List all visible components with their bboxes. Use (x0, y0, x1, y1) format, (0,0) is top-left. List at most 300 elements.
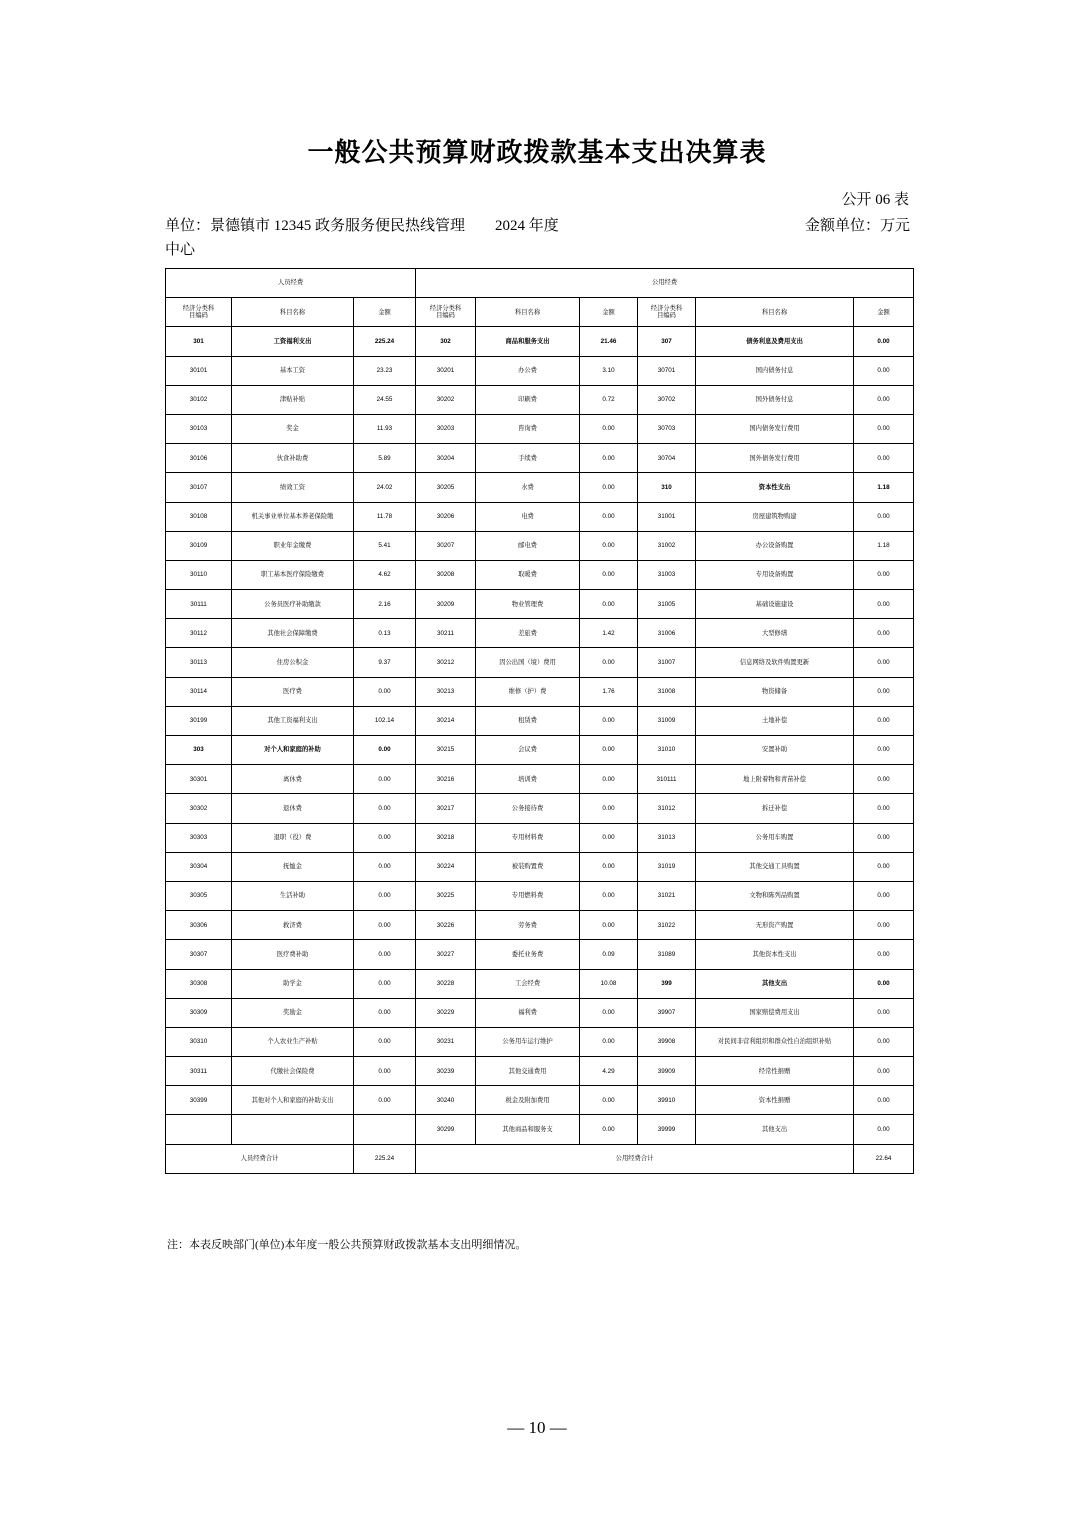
cell-amount-1: 0.00 (354, 969, 416, 998)
cell-code-3: 31005 (638, 590, 696, 619)
table-row (166, 852, 914, 881)
table-row (166, 794, 914, 823)
cell-code-1: 30111 (166, 590, 232, 619)
cell-code-1: 30301 (166, 765, 232, 794)
cell-code-3: 31021 (638, 881, 696, 910)
cell-amount-2: 21.46 (580, 327, 638, 356)
cell-amount-1: 0.00 (354, 1057, 416, 1086)
cell-code-1: 30310 (166, 1027, 232, 1056)
cell-amount-3: 0.00 (854, 1086, 914, 1115)
cell-name-1: 公务员医疗补助缴款 (232, 590, 354, 619)
public-total-label: 公用经费合计 (416, 1144, 854, 1173)
table-row (166, 560, 914, 589)
cell-amount-1: 102.14 (354, 706, 416, 735)
cell-amount-3: 0.00 (854, 1027, 914, 1056)
cell-code-3: 307 (638, 327, 696, 356)
cell-name-3: 地上附着物和青苗补偿 (696, 765, 854, 794)
cell-code-3: 39910 (638, 1086, 696, 1115)
cell-code-1: 30305 (166, 881, 232, 910)
cell-amount-3: 1.18 (854, 531, 914, 560)
cell-code-1: 30101 (166, 356, 232, 385)
cell-code-3: 31001 (638, 502, 696, 531)
cell-code-3: 31013 (638, 823, 696, 852)
cell-code-2: 30209 (416, 590, 476, 619)
cell-amount-2: 0.00 (580, 823, 638, 852)
cell-name-1: 退职（役）费 (232, 823, 354, 852)
cell-name-2: 公务用车运行维护 (476, 1027, 580, 1056)
cell-amount-2: 0.00 (580, 648, 638, 677)
cell-code-1: 301 (166, 327, 232, 356)
cell-code-1: 30311 (166, 1057, 232, 1086)
cell-name-2: 会议费 (476, 736, 580, 765)
cell-amount-1: 0.00 (354, 765, 416, 794)
cell-code-1: 30306 (166, 911, 232, 940)
cell-code-2: 30226 (416, 911, 476, 940)
cell-amount-1: 9.37 (354, 648, 416, 677)
cell-amount-3: 0.00 (854, 823, 914, 852)
cell-code-1: 30308 (166, 969, 232, 998)
cell-code-2: 30213 (416, 677, 476, 706)
cell-amount-1: 0.00 (354, 1027, 416, 1056)
table-row (166, 1115, 914, 1144)
header-code-2: 经济分类科 目编码 (416, 298, 476, 327)
cell-name-1: 工资福利支出 (232, 327, 354, 356)
cell-name-1: 医疗费 (232, 677, 354, 706)
table-note: 注：本表反映部门(单位)本年度一般公共预算财政拨款基本支出明细情况。 (167, 1239, 527, 1251)
cell-name-3: 其他支出 (696, 969, 854, 998)
cell-code-2: 30201 (416, 356, 476, 385)
cell-name-2: 手续费 (476, 444, 580, 473)
cell-name-3: 基础设施建设 (696, 590, 854, 619)
cell-amount-2: 10.08 (580, 969, 638, 998)
cell-code-3: 31009 (638, 706, 696, 735)
cell-name-3: 房屋建筑物购建 (696, 502, 854, 531)
cell-code-2: 30227 (416, 940, 476, 969)
cell-name-3: 国外债务发行费用 (696, 444, 854, 473)
cell-name-3: 无形资产购置 (696, 911, 854, 940)
cell-code-3: 31006 (638, 619, 696, 648)
cell-code-1: 30399 (166, 1086, 232, 1115)
cell-name-3: 土地补偿 (696, 706, 854, 735)
cell-amount-1: 0.00 (354, 998, 416, 1027)
cell-amount-3: 0.00 (854, 502, 914, 531)
cell-amount-3: 0.00 (854, 998, 914, 1027)
cell-amount-2: 0.00 (580, 1027, 638, 1056)
cell-name-1: 其他社会保障缴费 (232, 619, 354, 648)
cell-amount-2: 0.00 (580, 1115, 638, 1144)
personnel-total-value: 225.24 (354, 1144, 416, 1173)
cell-code-2: 302 (416, 327, 476, 356)
cell-code-2: 30212 (416, 648, 476, 677)
table-row (166, 969, 914, 998)
cell-name-2: 差旅费 (476, 619, 580, 648)
header-amount-3: 金额 (854, 298, 914, 327)
cell-amount-1: 4.62 (354, 560, 416, 589)
cell-amount-3: 0.00 (854, 444, 914, 473)
cell-name-2: 办公费 (476, 356, 580, 385)
cell-amount-1: 23.23 (354, 356, 416, 385)
cell-name-1: 退休费 (232, 794, 354, 823)
cell-code-2: 30228 (416, 969, 476, 998)
cell-amount-1: 0.00 (354, 794, 416, 823)
cell-name-2: 租赁费 (476, 706, 580, 735)
cell-code-3: 31019 (638, 852, 696, 881)
table-row (166, 531, 914, 560)
personnel-total-label: 人员经费合计 (166, 1144, 354, 1173)
cell-code-3: 31089 (638, 940, 696, 969)
cell-code-1: 30114 (166, 677, 232, 706)
cell-name-1: 职业年金缴费 (232, 531, 354, 560)
cell-name-1: 绩效工资 (232, 473, 354, 502)
header-amount-1: 金额 (354, 298, 416, 327)
cell-name-3: 文物和陈列品购置 (696, 881, 854, 910)
table-row (166, 385, 914, 414)
cell-amount-1: 0.00 (354, 940, 416, 969)
cell-code-3: 39999 (638, 1115, 696, 1144)
budget-table (165, 268, 914, 1174)
cell-name-1: 奖金 (232, 414, 354, 443)
cell-name-1: 个人农业生产补贴 (232, 1027, 354, 1056)
cell-amount-3: 0.00 (854, 677, 914, 706)
header-amount-2: 金额 (580, 298, 638, 327)
table-row (166, 881, 914, 910)
header-code-3: 经济分类科 目编码 (638, 298, 696, 327)
cell-amount-1: 0.13 (354, 619, 416, 648)
cell-amount-2: 0.00 (580, 881, 638, 910)
cell-name-1: 伙食补助费 (232, 444, 354, 473)
cell-amount-2: 0.00 (580, 531, 638, 560)
cell-code-2: 30299 (416, 1115, 476, 1144)
table-row (166, 1057, 914, 1086)
cell-amount-3: 0.00 (854, 911, 914, 940)
group-public: 公用经费 (416, 269, 914, 298)
header-name-2: 科目名称 (476, 298, 580, 327)
cell-name-1: 奖励金 (232, 998, 354, 1027)
cell-code-1 (166, 1115, 232, 1144)
cell-code-2: 30211 (416, 619, 476, 648)
cell-code-3: 31008 (638, 677, 696, 706)
table-row (166, 473, 914, 502)
cell-code-3: 30704 (638, 444, 696, 473)
cell-name-3: 大型修缮 (696, 619, 854, 648)
cell-name-3: 经常性捐赠 (696, 1057, 854, 1086)
cell-code-1: 30102 (166, 385, 232, 414)
cell-name-1: 助学金 (232, 969, 354, 998)
cell-amount-2: 3.10 (580, 356, 638, 385)
table-row (166, 1086, 914, 1115)
cell-amount-2: 0.00 (580, 414, 638, 443)
cell-name-1: 其他工资福利支出 (232, 706, 354, 735)
table-row (166, 736, 914, 765)
fiscal-year: 2024 年度 (495, 218, 559, 234)
cell-name-2: 取暖费 (476, 560, 580, 589)
table-row (166, 765, 914, 794)
cell-name-1: 基本工资 (232, 356, 354, 385)
cell-amount-3: 0.00 (854, 969, 914, 998)
cell-amount-1: 0.00 (354, 736, 416, 765)
header-code-1: 经济分类科 目编码 (166, 298, 232, 327)
header-name-1: 科目名称 (232, 298, 354, 327)
cell-amount-1: 24.02 (354, 473, 416, 502)
cell-amount-2: 0.00 (580, 736, 638, 765)
cell-amount-2: 0.00 (580, 911, 638, 940)
cell-name-3: 资本性捐赠 (696, 1086, 854, 1115)
cell-amount-3: 0.00 (854, 706, 914, 735)
cell-amount-3: 1.18 (854, 473, 914, 502)
cell-amount-1: 11.78 (354, 502, 416, 531)
unit-label: 单位：景德镇市 12345 政务服务便民热线管理中心 (165, 218, 466, 258)
cell-name-2: 福利费 (476, 998, 580, 1027)
cell-code-2: 30214 (416, 706, 476, 735)
cell-code-3: 39907 (638, 998, 696, 1027)
cell-code-3: 31003 (638, 560, 696, 589)
cell-code-3: 31022 (638, 911, 696, 940)
cell-code-3: 30701 (638, 356, 696, 385)
cell-amount-3: 0.00 (854, 648, 914, 677)
cell-name-2: 物业管理费 (476, 590, 580, 619)
cell-amount-2: 0.00 (580, 852, 638, 881)
cell-code-1: 303 (166, 736, 232, 765)
table-row (166, 1027, 914, 1056)
cell-name-3: 国内债务付息 (696, 356, 854, 385)
cell-name-1: 对个人和家庭的补助 (232, 736, 354, 765)
cell-code-2: 30224 (416, 852, 476, 881)
cell-code-2: 30216 (416, 765, 476, 794)
cell-name-3: 国外债务付息 (696, 385, 854, 414)
cell-amount-1: 5.89 (354, 444, 416, 473)
cell-code-2: 30231 (416, 1027, 476, 1056)
cell-code-1: 30109 (166, 531, 232, 560)
cell-name-1: 离休费 (232, 765, 354, 794)
cell-code-1: 30304 (166, 852, 232, 881)
cell-code-2: 30225 (416, 881, 476, 910)
cell-name-1: 津贴补贴 (232, 385, 354, 414)
cell-name-2: 邮电费 (476, 531, 580, 560)
cell-code-2: 30240 (416, 1086, 476, 1115)
cell-amount-3: 0.00 (854, 414, 914, 443)
table-row (166, 823, 914, 852)
cell-amount-3: 0.00 (854, 356, 914, 385)
cell-amount-1: 0.00 (354, 852, 416, 881)
cell-code-1: 30108 (166, 502, 232, 531)
cell-code-3: 31002 (638, 531, 696, 560)
cell-code-2: 30215 (416, 736, 476, 765)
cell-amount-2: 0.00 (580, 473, 638, 502)
sheet-number: 公开 06 表 (841, 192, 909, 208)
table-row (166, 648, 914, 677)
cell-code-2: 30202 (416, 385, 476, 414)
cell-code-3: 39909 (638, 1057, 696, 1086)
header-name-3: 科目名称 (696, 298, 854, 327)
cell-amount-3: 0.00 (854, 590, 914, 619)
cell-amount-1: 11.93 (354, 414, 416, 443)
cell-code-3: 310111 (638, 765, 696, 794)
cell-code-3: 39908 (638, 1027, 696, 1056)
table-row (166, 444, 914, 473)
cell-name-2: 培训费 (476, 765, 580, 794)
cell-code-1: 30199 (166, 706, 232, 735)
group-personnel: 人员经费 (166, 269, 416, 298)
cell-amount-3: 0.00 (854, 852, 914, 881)
cell-name-1: 职工基本医疗保险缴费 (232, 560, 354, 589)
cell-amount-3: 0.00 (854, 765, 914, 794)
cell-amount-3: 0.00 (854, 1057, 914, 1086)
cell-code-2: 30239 (416, 1057, 476, 1086)
cell-amount-2: 0.00 (580, 560, 638, 589)
cell-name-1: 医疗费补助 (232, 940, 354, 969)
cell-code-3: 31012 (638, 794, 696, 823)
cell-name-1: 其他对个人和家庭的补助支出 (232, 1086, 354, 1115)
cell-name-3: 公务用车购置 (696, 823, 854, 852)
cell-code-2: 30204 (416, 444, 476, 473)
cell-code-1: 30103 (166, 414, 232, 443)
cell-name-1: 抚恤金 (232, 852, 354, 881)
cell-name-2: 咨询费 (476, 414, 580, 443)
cell-name-1 (232, 1115, 354, 1144)
table-row (166, 677, 914, 706)
cell-name-2: 工会经费 (476, 969, 580, 998)
cell-name-3: 物资储备 (696, 677, 854, 706)
cell-name-2: 维修（护）费 (476, 677, 580, 706)
cell-name-2: 专用燃料费 (476, 881, 580, 910)
cell-amount-1: 0.00 (354, 911, 416, 940)
cell-amount-1: 5.41 (354, 531, 416, 560)
group-header-row (166, 269, 914, 298)
cell-amount-2: 0.00 (580, 502, 638, 531)
table-row (166, 911, 914, 940)
cell-amount-3: 0.00 (854, 736, 914, 765)
page-title: 一般公共预算财政拨款基本支出决算表 (307, 138, 767, 167)
cell-name-2: 电费 (476, 502, 580, 531)
cell-name-1: 机关事业单位基本养老保险缴 (232, 502, 354, 531)
cell-amount-2: 0.00 (580, 1086, 638, 1115)
cell-name-2: 其他交通费用 (476, 1057, 580, 1086)
cell-amount-2: 1.42 (580, 619, 638, 648)
cell-name-3: 债务利息及费用支出 (696, 327, 854, 356)
cell-code-1: 30302 (166, 794, 232, 823)
cell-amount-3: 0.00 (854, 881, 914, 910)
cell-name-3: 资本性支出 (696, 473, 854, 502)
cell-amount-3: 0.00 (854, 619, 914, 648)
cell-amount-2: 0.09 (580, 940, 638, 969)
cell-code-3: 399 (638, 969, 696, 998)
cell-code-1: 30107 (166, 473, 232, 502)
cell-amount-2: 0.00 (580, 444, 638, 473)
cell-name-3: 其他资本性支出 (696, 940, 854, 969)
cell-code-1: 30110 (166, 560, 232, 589)
cell-code-2: 30217 (416, 794, 476, 823)
cell-name-3: 对民间非营利组织和群众性自治组织补贴 (696, 1027, 854, 1056)
cell-name-3: 国家赔偿费用支出 (696, 998, 854, 1027)
cell-name-2: 因公出国（境）费用 (476, 648, 580, 677)
cell-name-2: 其他商品和服务支 (476, 1115, 580, 1144)
cell-amount-1: 0.00 (354, 1086, 416, 1115)
cell-code-2: 30229 (416, 998, 476, 1027)
cell-name-2: 被装购置费 (476, 852, 580, 881)
cell-code-3: 31007 (638, 648, 696, 677)
cell-code-2: 30203 (416, 414, 476, 443)
cell-name-1: 救济费 (232, 911, 354, 940)
cell-code-1: 30112 (166, 619, 232, 648)
cell-code-1: 30303 (166, 823, 232, 852)
table-row (166, 998, 914, 1027)
cell-amount-2: 0.00 (580, 706, 638, 735)
cell-amount-1: 0.00 (354, 823, 416, 852)
cell-name-1: 生活补助 (232, 881, 354, 910)
cell-amount-3: 0.00 (854, 385, 914, 414)
table-row (166, 706, 914, 735)
cell-amount-2: 0.72 (580, 385, 638, 414)
table-row (166, 502, 914, 531)
cell-name-2: 劳务费 (476, 911, 580, 940)
cell-name-3: 专用设备购置 (696, 560, 854, 589)
table-row (166, 356, 914, 385)
table-row (166, 590, 914, 619)
cell-code-1: 30113 (166, 648, 232, 677)
cell-amount-3: 0.00 (854, 794, 914, 823)
cell-amount-3: 0.00 (854, 940, 914, 969)
cell-code-2: 30206 (416, 502, 476, 531)
totals-row (166, 1144, 914, 1173)
cell-name-1: 代缴社会保险费 (232, 1057, 354, 1086)
cell-amount-3: 0.00 (854, 560, 914, 589)
cell-name-3: 其他支出 (696, 1115, 854, 1144)
cell-code-3: 30703 (638, 414, 696, 443)
cell-amount-2: 0.00 (580, 794, 638, 823)
cell-amount-2: 1.76 (580, 677, 638, 706)
table-row (166, 619, 914, 648)
table-row (166, 327, 914, 356)
cell-amount-2: 4.29 (580, 1057, 638, 1086)
cell-amount-3: 0.00 (854, 327, 914, 356)
cell-amount-1: 225.24 (354, 327, 416, 356)
cell-name-2: 委托业务费 (476, 940, 580, 969)
cell-amount-1: 24.55 (354, 385, 416, 414)
cell-name-2: 商品和服务支出 (476, 327, 580, 356)
cell-name-3: 其他交通工具购置 (696, 852, 854, 881)
amount-unit: 金额单位：万元 (804, 218, 910, 234)
cell-name-3: 办公设备购置 (696, 531, 854, 560)
cell-name-3: 信息网络及软件购置更新 (696, 648, 854, 677)
cell-name-1: 住房公积金 (232, 648, 354, 677)
cell-name-2: 水费 (476, 473, 580, 502)
column-header-row (166, 298, 914, 327)
cell-name-3: 安置补助 (696, 736, 854, 765)
cell-amount-3: 0.00 (854, 1115, 914, 1144)
cell-code-3: 30702 (638, 385, 696, 414)
cell-amount-2: 0.00 (580, 590, 638, 619)
cell-amount-1: 0.00 (354, 881, 416, 910)
cell-code-2: 30218 (416, 823, 476, 852)
page-number: — 10 — (507, 1418, 567, 1437)
public-total-value: 22.64 (854, 1144, 914, 1173)
cell-amount-2: 0.00 (580, 998, 638, 1027)
cell-amount-1: 0.00 (354, 677, 416, 706)
cell-name-2: 专用材料费 (476, 823, 580, 852)
cell-code-1: 30106 (166, 444, 232, 473)
cell-amount-1: 2.16 (354, 590, 416, 619)
cell-amount-1 (354, 1115, 416, 1144)
cell-code-3: 31010 (638, 736, 696, 765)
cell-name-3: 拆迁补偿 (696, 794, 854, 823)
cell-code-1: 30307 (166, 940, 232, 969)
cell-code-3: 310 (638, 473, 696, 502)
table-row (166, 940, 914, 969)
cell-amount-2: 0.00 (580, 765, 638, 794)
table-row (166, 414, 914, 443)
cell-name-2: 公务接待费 (476, 794, 580, 823)
cell-code-2: 30208 (416, 560, 476, 589)
